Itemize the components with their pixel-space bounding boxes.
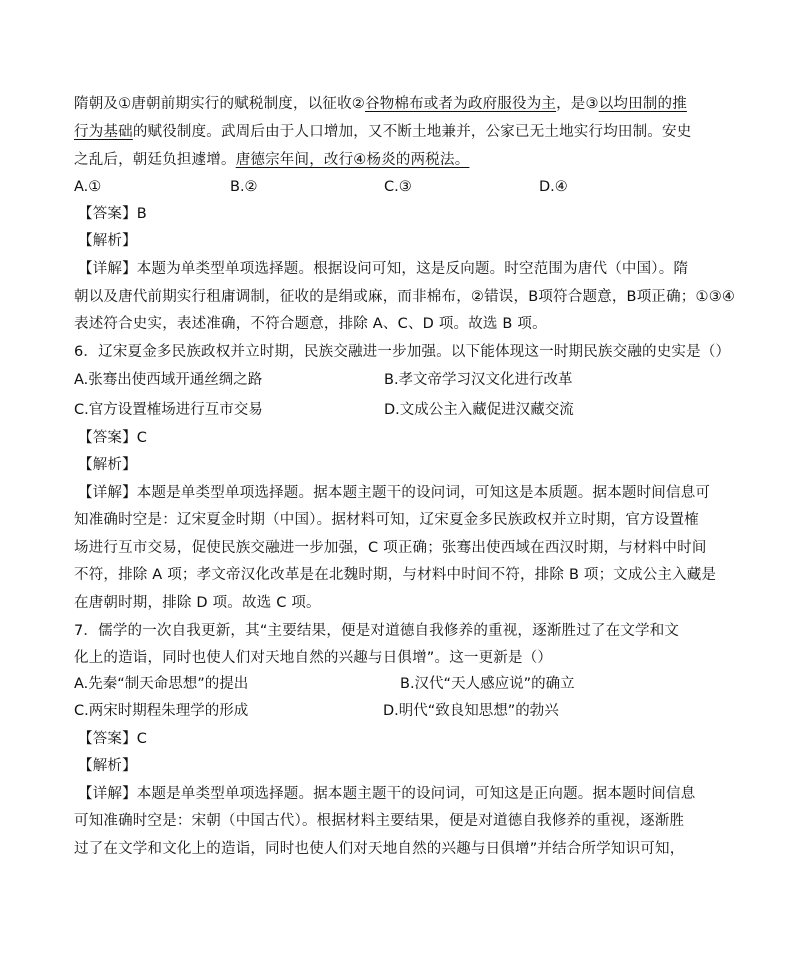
q5-underlined-text: 以均田制的推 [598,96,687,112]
q5-option-d: D.④ [539,179,568,195]
q5-option-a: A.① [74,179,102,195]
q6-option-a: A.张骞出使西域开通丝绸之路 [74,372,263,388]
q6-stem: 6．辽宋夏金多民族政权并立时期，民族交融进一步加强。以下能体现这一时期民族交融的史实是（） [74,344,731,360]
q5-option-c: C.③ [384,179,412,195]
q7-stem-line-1: 7．儒学的一次自我更新，其“主要结果，便是对道德自我修养的重视，逐渐胜过了在文学和文 [74,623,680,639]
q5-stem-text: 之乱后，朝廷负担遽增。 [74,152,236,168]
q7-detail-line-3: 过了在文学和文化上的造诣，同时也使人们对天地自然的兴趣与日俱增”并结合所学知识可知， [74,841,685,857]
q6-option-c: C.官方设置榷场进行互市交易 [74,402,263,418]
q7-option-b: B.汉代“天人感应说”的确立 [400,676,575,692]
q6-answer: 【答案】C [78,430,148,446]
q5-analysis-label: 【解析】 [78,233,137,249]
q7-analysis-label: 【解析】 [78,758,137,774]
q6-detail-line-3: 场进行互市交易，促使民族交融进一步加强，C 项正确；张骞出使西域在西汉时期，与材料中时间 [74,540,707,556]
q5-underlined-text: 行为基础 [74,124,133,140]
q5-detail-line-2: 朝以及唐代前期实行租庸调制，征收的是绢或麻，而非棉布，②错误，B项符合题意，B项正确；①③④ [74,289,736,305]
q5-option-b: B.② [230,179,258,195]
q6-option-d: D.文成公主入藏促进汉藏交流 [384,402,574,418]
q5-detail-line-1: 【详解】本题为单类型单项选择题。根据设问可知，这是反向题。时空范围为唐代（中国）。隋 [78,261,689,277]
q6-analysis-label: 【解析】 [78,457,137,473]
q7-stem-line-2: 化上的造诣，同时也使人们对天地自然的兴趣与日俱增”。这一更新是（） [74,650,553,666]
q5-detail-line-3: 表述符合史实，表述准确，不符合题意，排除 A、C、D 项。故选 B 项。 [74,316,547,332]
q7-answer: 【答案】C [78,731,148,747]
q5-stem-line-2 [74,122,691,142]
q6-detail-line-4: 不符，排除 A 项；孝文帝汉化改革是在北魏时期，与材料中时间不符，排除 B 项；文成公主入藏是 [74,567,717,583]
q6-detail-line-2: 知准确时空是：辽宋夏金时期（中国）。据材料可知，辽宋夏金多民族政权并立时期，官方设置榷 [74,512,699,528]
q5-stem-line-3 [74,150,469,170]
q5-underlined-text: 唐德宗年间，改行④杨炎的两税法。 [235,152,470,168]
q6-detail-line-5: 在唐朝时期，排除 D 项。故选 C 项。 [74,595,321,611]
q5-underlined-text: 谷物棉布或者为政府服役为主 [365,96,557,112]
q5-stem-line-1 [74,94,687,114]
q5-stem-text: 的赋役制度。武周后由于人口增加，又不断土地兼并，公家已无土地实行均田制。安史 [132,124,692,140]
q6-detail-line-1: 【详解】本题是单类型单项选择题。据本题主题干的设问词，可知这是本质题。据本题时间信息可 [78,485,711,501]
q7-option-c: C.两宋时期程朱理学的形成 [74,703,249,719]
q6-option-b: B.孝文帝学习汉文化进行改革 [384,372,573,388]
q5-answer: 【答案】B [78,206,147,222]
q7-detail-line-2: 可知准确时空是：宋朝（中国古代）。根据材料主要结果，便是对道德自我修养的重视，逐渐胜 [74,813,685,829]
q5-stem-text: ，是③ [556,96,599,112]
q7-detail-line-1: 【详解】本题是单类型单项选择题。据本题主题干的设问词，可知这是正向题。据本题时间信息 [78,786,696,802]
q5-stem-text: 隋朝及①唐朝前期实行的赋税制度，以征收② [74,96,365,112]
q7-option-a: A.先秦“制天命思想”的提出 [74,676,249,692]
q7-option-d: D.明代“致良知思想”的勃兴 [383,703,559,719]
